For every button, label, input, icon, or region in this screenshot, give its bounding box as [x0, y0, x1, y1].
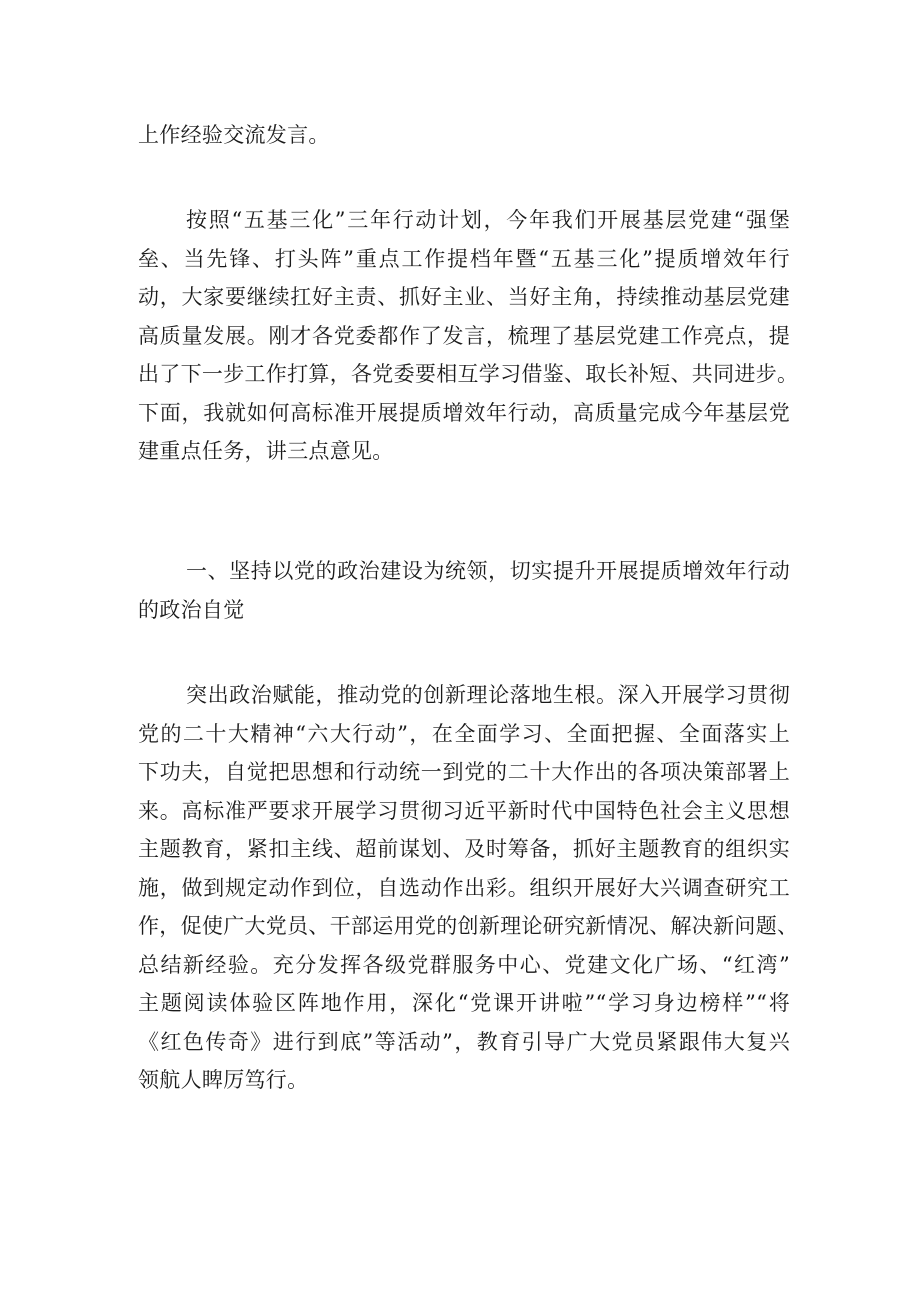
text-line: 主题阅读体验区阵地作用，深化“党课开讲啦”“学习身边榜样”“将: [138, 991, 790, 1015]
text-line: 作，促使广大党员、干部运用党的创新理论研究新情况、解决新问题、: [138, 914, 799, 938]
text-line: 突出政治赋能，推动党的创新理论落地生根。深入开展学习贯彻: [186, 683, 790, 707]
text-line: 施，做到规定动作到位，自选动作出彩。组织开展好大兴调查研究工: [138, 875, 790, 900]
text-line: 下面，我就如何高标准开展提质增效年行动，高质量完成今年基层党: [138, 400, 790, 425]
section-heading: [138, 552, 790, 629]
paragraph-body: [138, 676, 799, 1100]
text-line: 出了下一步工作打算，各党委要相互学习借鉴、取长补短、共同进步。: [138, 362, 799, 386]
text-line: 主题教育，紧扣主线、超前谋划、及时筹备，抓好主题教育的组织实: [138, 837, 790, 861]
text-line: 高质量发展。刚才各党委都作了发言，梳理了基层党建工作亮点，提: [138, 323, 790, 348]
text-line: 总结新经验。充分发挥各级党群服务中心、党建文化广场、“红湾”: [138, 952, 790, 977]
text-line: 党的二十大精神“六大行动”，在全面学习、全面把握、全面落实上: [138, 721, 790, 746]
text-line: 的政治自觉: [138, 597, 245, 622]
text-line: 动，大家要继续扛好主责、抓好主业、当好主角，持续推动基层党建: [138, 285, 790, 309]
text-line: 来。高标准严要求开展学习贯彻习近平新时代中国特色社会主义思想: [138, 798, 790, 823]
text-line: 按照“五基三化”三年行动计划，今年我们开展基层党建“强堡: [186, 208, 790, 232]
text-line: 一、坚持以党的政治建设为统领，切实提升开展提质增效年行动: [186, 559, 790, 583]
text-line: 下功夫，自觉把思想和行动统一到党的二十大作出的各项决策部署上: [138, 760, 790, 784]
paragraph-intro: [138, 201, 799, 471]
text-line: 领航人睥厉笃行。: [138, 1068, 309, 1092]
text-line: 垒、当先锋、打头阵”重点工作提档年暨“五基三化”提质增效年行: [138, 246, 790, 271]
paragraph-continuation: [138, 116, 790, 155]
text-line: 建重点任务，讲三点意见。: [138, 439, 394, 463]
text-line: 《红色传奇》进行到底”等活动”，教育引导广大党员紧跟伟大复兴: [138, 1029, 790, 1054]
text-line: 上作经验交流发言。: [138, 123, 330, 147]
